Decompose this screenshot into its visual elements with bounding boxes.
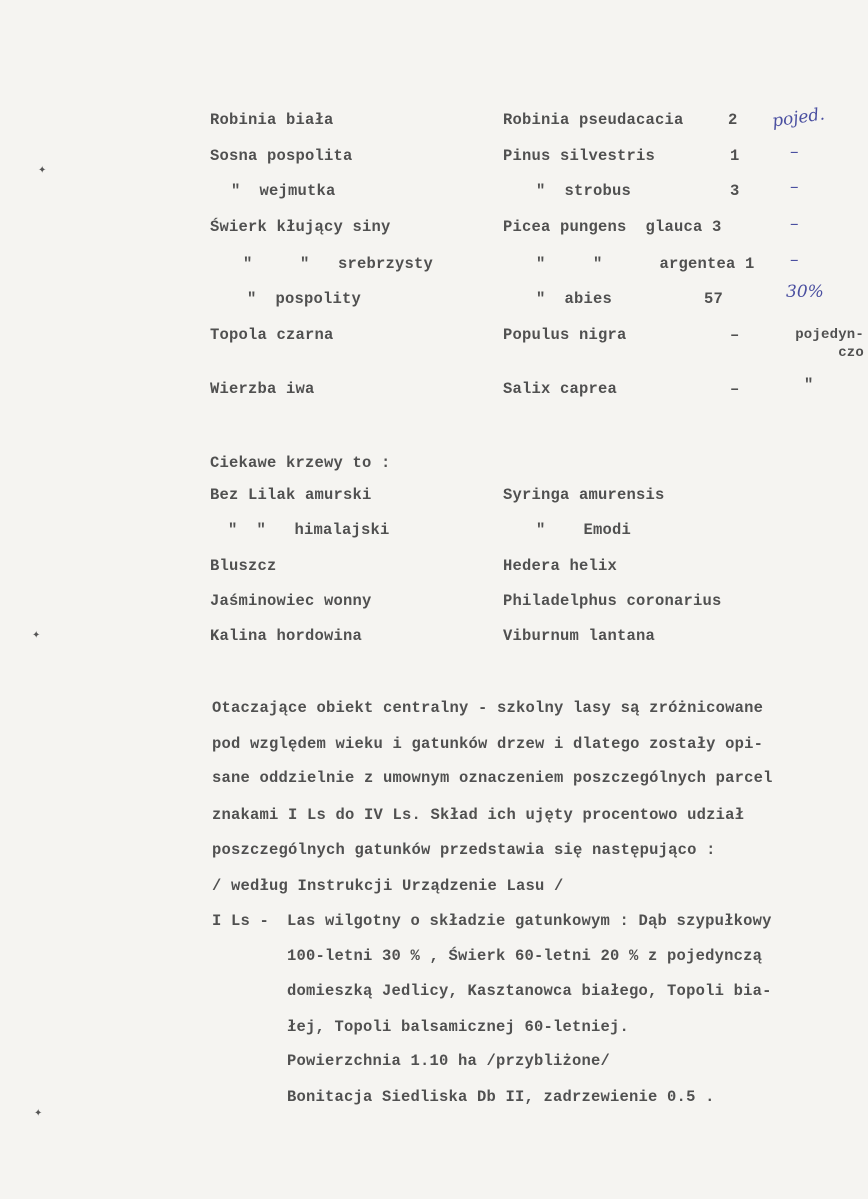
shrub-lat-4: Philadelphus coronarius xyxy=(503,592,722,610)
tree-lat-7: Populus nigra xyxy=(503,326,627,344)
tree-lat-5: " " argentea 1 xyxy=(536,255,755,273)
tree-lat-4: Picea pungens glauca 3 xyxy=(503,218,722,236)
binder-hole-top: ✦ xyxy=(38,165,47,176)
tree-note-1: pojed. xyxy=(770,104,826,132)
ls1-label: I Ls - xyxy=(212,912,270,930)
tree-note-7: pojedyn- czo xyxy=(795,327,864,361)
tree-num-8: – xyxy=(730,380,740,398)
tree-note-5: – xyxy=(790,250,799,270)
paragraph-line-5: poszczególnych gatunków przedstawia się następująco : xyxy=(212,841,716,859)
ls1-line-2: 100-letni 30 % , Świerk 60-letni 20 % z pojedynczą xyxy=(287,947,763,965)
tree-pl-4: Świerk kłujący siny xyxy=(210,218,391,236)
shrubs-heading: Ciekawe krzewy to : xyxy=(210,454,391,472)
tree-pl-5: " " srebrzysty xyxy=(243,255,434,273)
paragraph-line-2: pod względem wieku i gatunków drzew i dlatego zostały opi- xyxy=(212,735,764,753)
ls1-line-4: łej, Topoli balsamicznej 60-letniej. xyxy=(287,1018,630,1036)
tree-lat-1: Robinia pseudacacia xyxy=(503,111,684,129)
binder-hole-middle: ✦ xyxy=(32,630,41,641)
tree-note-6: 30% xyxy=(786,282,824,302)
shrub-lat-2: " Emodi xyxy=(536,521,632,539)
tree-num-6: 57 xyxy=(704,290,724,308)
tree-num-3: 3 xyxy=(730,182,740,200)
ls1-line-6: Bonitacja Siedliska Db II, zadrzewienie 0.5 . xyxy=(287,1088,715,1106)
shrub-pl-5: Kalina hordowina xyxy=(210,627,363,645)
tree-lat-2: Pinus silvestris xyxy=(503,147,656,165)
tree-note-4: – xyxy=(790,214,799,234)
paragraph-line-6: / według Instrukcji Urządzenie Lasu / xyxy=(212,877,564,895)
tree-lat-8: Salix caprea xyxy=(503,380,618,398)
shrub-pl-3: Bluszcz xyxy=(210,557,277,575)
shrub-pl-2: " " himalajski xyxy=(228,521,390,539)
shrub-lat-5: Viburnum lantana xyxy=(503,627,656,645)
tree-pl-7: Topola czarna xyxy=(210,326,334,344)
binder-hole-bottom: ✦ xyxy=(34,1108,43,1119)
tree-note-3: – xyxy=(790,177,799,197)
tree-pl-2: Sosna pospolita xyxy=(210,147,353,165)
tree-pl-8: Wierzba iwa xyxy=(210,380,315,398)
tree-num-2: 1 xyxy=(730,147,740,165)
shrub-lat-1: Syringa amurensis xyxy=(503,486,665,504)
tree-note-2: – xyxy=(790,142,799,162)
shrub-pl-4: Jaśminowiec wonny xyxy=(210,592,372,610)
tree-num-7: – xyxy=(730,326,740,344)
tree-pl-6: " pospolity xyxy=(247,290,362,308)
tree-lat-6: " abies xyxy=(536,290,613,308)
shrub-lat-3: Hedera helix xyxy=(503,557,618,575)
tree-note-8: " xyxy=(804,376,814,394)
tree-pl-1: Robinia biała xyxy=(210,111,334,129)
paragraph-line-3: sane oddzielnie z umownym oznaczeniem poszczególnych parcel xyxy=(212,769,773,787)
paragraph-line-4: znakami I Ls do IV Ls. Skład ich ujęty procentowo udział xyxy=(212,806,745,824)
tree-pl-3: " wejmutka xyxy=(231,182,336,200)
ls1-line-5: Powierzchnia 1.10 ha /przybliżone/ xyxy=(287,1052,611,1070)
tree-num-1: 2 xyxy=(728,111,738,129)
ls1-line-1: Las wilgotny o składzie gatunkowym : Dąb szypułkowy xyxy=(287,912,772,930)
shrub-pl-1: Bez Lilak amurski xyxy=(210,486,372,504)
paragraph-line-1: Otaczające obiekt centralny - szkolny lasy są zróżnicowane xyxy=(212,699,764,717)
ls1-line-3: domieszką Jedlicy, Kasztanowca białego, Topoli bia- xyxy=(287,982,772,1000)
tree-lat-3: " strobus xyxy=(536,182,632,200)
